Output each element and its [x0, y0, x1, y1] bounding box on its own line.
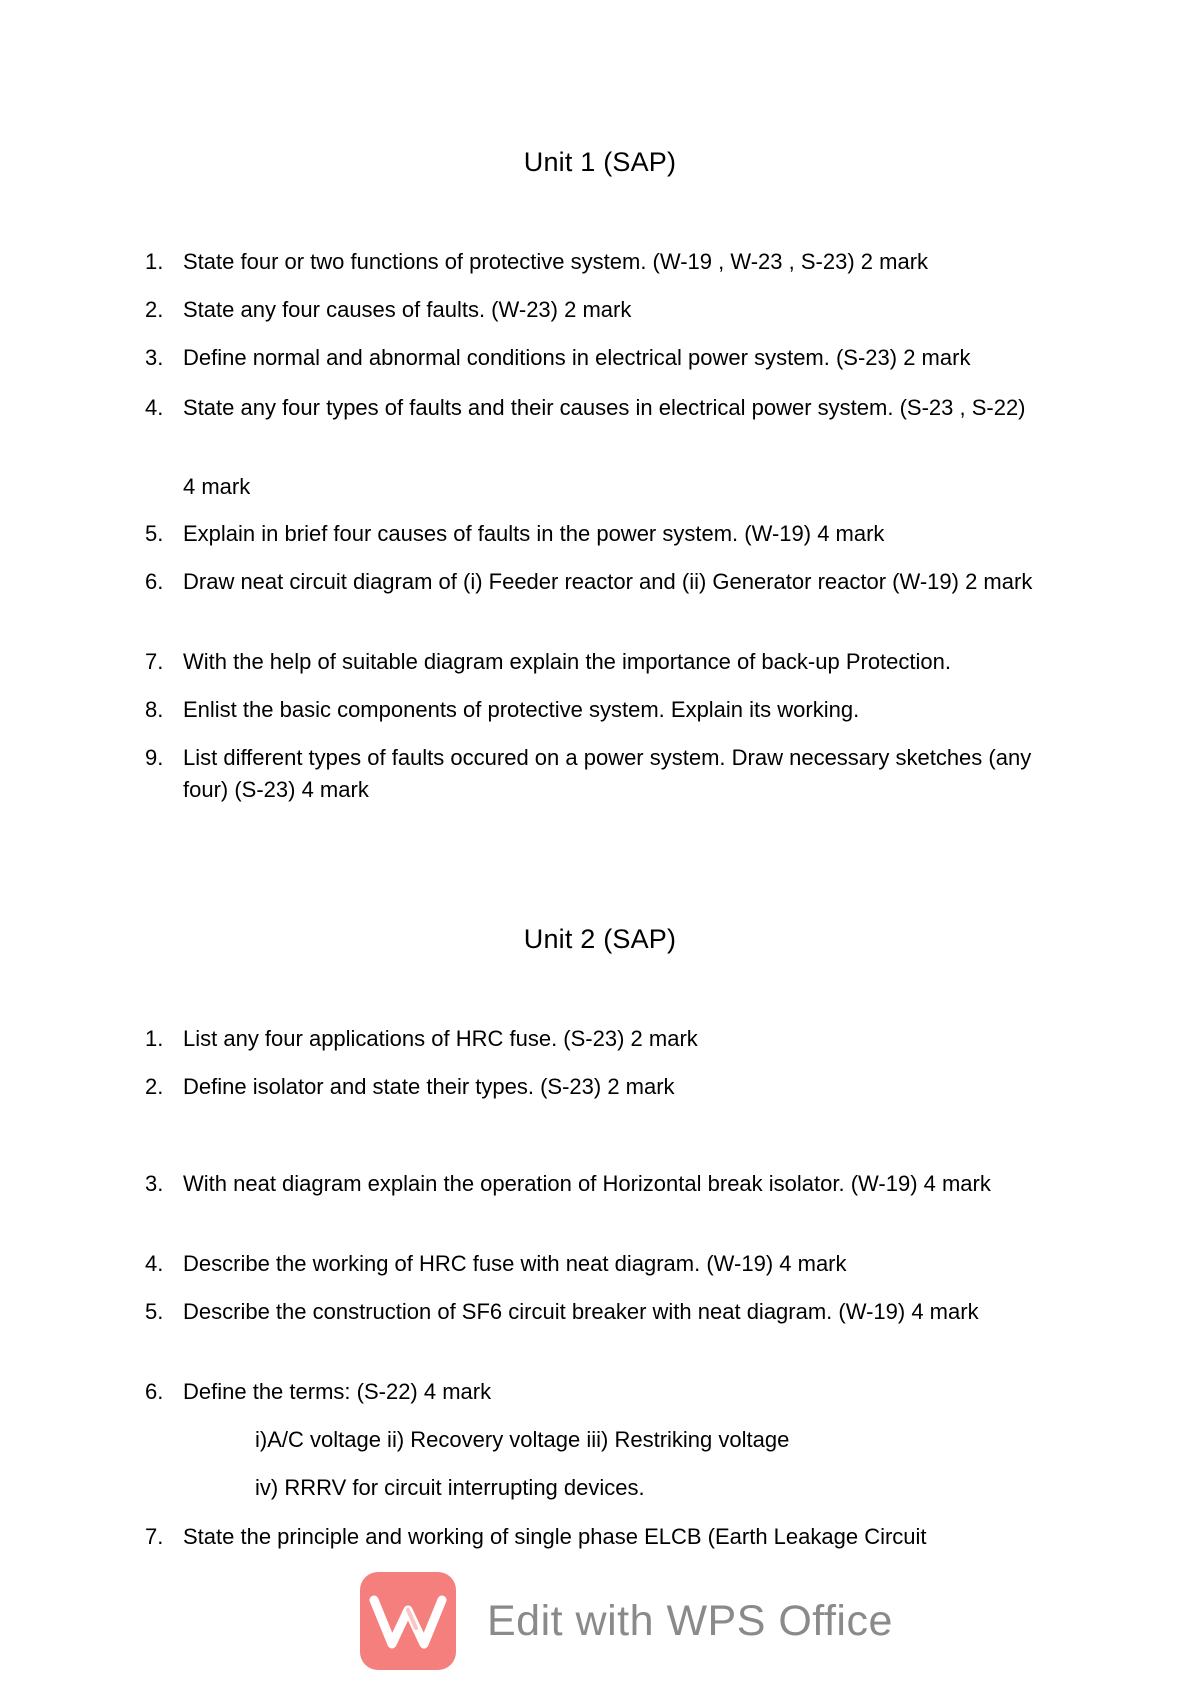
list-item — [145, 1248, 1070, 1280]
list-item — [145, 1168, 1070, 1200]
item-text: State any four types of faults and their causes in electrical power system. (S-23 , S-22) — [183, 395, 1026, 420]
item-number: 3. — [145, 345, 164, 370]
wps-logo-glyph-icon — [360, 1572, 456, 1670]
item-continuation: 4 mark — [183, 474, 251, 499]
item-sub-text: i)A/C voltage ii) Recovery voltage iii) Restriking voltage — [255, 1427, 790, 1452]
item-number: 2. — [145, 1074, 164, 1099]
item-text: Explain in brief four causes of faults in the power system. (W-19) 4 mark — [183, 521, 885, 546]
item-sub-text: iv) RRRV for circuit interrupting devices. — [255, 1475, 645, 1500]
item-text: List different types of faults occured on a power system. Draw necessary sketches (any four) (S-23) 4 mark — [183, 745, 1032, 802]
list-item — [145, 566, 1070, 598]
item-number: 6. — [145, 569, 164, 594]
list-item — [145, 646, 1070, 678]
list-item — [145, 294, 1070, 326]
unit1-title: Unit 1 (SAP) — [523, 147, 677, 177]
item-text: Describe the construction of SF6 circuit breaker with neat diagram. (W-19) 4 mark — [183, 1299, 979, 1324]
item-text: Define the terms: (S-22) 4 mark — [183, 1379, 492, 1404]
item-number: 5. — [145, 521, 164, 546]
item-text: State any four causes of faults. (W-23) 2 mark — [183, 297, 632, 322]
list-item — [145, 1521, 1070, 1553]
list-item — [145, 1023, 1070, 1055]
item-number: 8. — [145, 697, 164, 722]
list-item — [145, 1296, 1070, 1328]
item-number: 9. — [145, 745, 164, 770]
item-number: 3. — [145, 1171, 164, 1196]
list-item — [145, 246, 1070, 278]
wps-logo-icon[interactable] — [360, 1572, 456, 1670]
item-number: 4. — [145, 1251, 164, 1276]
item-text: Define normal and abnormal conditions in electrical power system. (S-23) 2 mark — [183, 345, 971, 370]
item-number: 4. — [145, 395, 164, 420]
item-number: 7. — [145, 1524, 164, 1549]
list-item — [145, 694, 1070, 726]
list-item — [145, 342, 1070, 374]
item-text: Describe the working of HRC fuse with neat diagram. (W-19) 4 mark — [183, 1251, 847, 1276]
item-number: 5. — [145, 1299, 164, 1324]
item-number: 1. — [145, 1026, 164, 1051]
list-item — [145, 518, 1070, 550]
list-item — [145, 392, 1070, 424]
list-item — [145, 742, 1070, 806]
item-number: 6. — [145, 1379, 164, 1404]
item-text: State the principle and working of single phase ELCB (Earth Leakage Circuit — [183, 1524, 927, 1549]
list-item — [145, 1071, 1070, 1103]
wps-edit-label[interactable]: Edit with WPS Office — [487, 1597, 893, 1645]
item-text: List any four applications of HRC fuse. (S-23) 2 mark — [183, 1026, 698, 1051]
item-text: With neat diagram explain the operation of Horizontal break isolator. (W-19) 4 mark — [183, 1171, 991, 1196]
item-text: Define isolator and state their types. (S-23) 2 mark — [183, 1074, 675, 1099]
item-text: State four or two functions of protective system. (W-19 , W-23 , S-23) 2 mark — [183, 249, 929, 274]
item-number: 7. — [145, 649, 164, 674]
item-text: With the help of suitable diagram explain the importance of back-up Protection. — [183, 649, 951, 674]
item-number: 1. — [145, 249, 164, 274]
item-text: Draw neat circuit diagram of (i) Feeder reactor and (ii) Generator reactor (W-19) 2 mark — [183, 569, 1033, 594]
item-number: 2. — [145, 297, 164, 322]
list-item — [145, 1376, 1070, 1408]
item-text: Enlist the basic components of protective system. Explain its working. — [183, 697, 860, 722]
unit2-title: Unit 2 (SAP) — [523, 924, 677, 954]
